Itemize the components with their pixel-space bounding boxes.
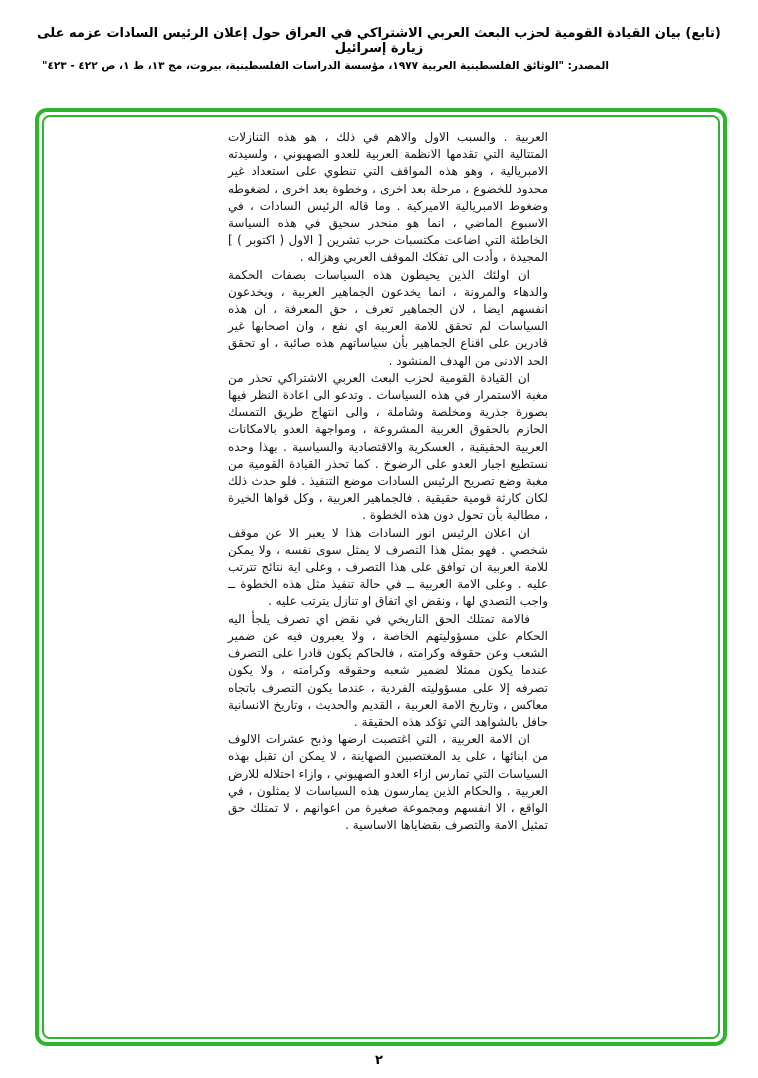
paragraph: ان اعلان الرئيس انور السادات هذا لا يعبر الا عن موقف شخصي . فهو بمثل هذا التصرف لا يمثل سوى نفسه ، ولا يمكن للامة العربية ان توافق على هذا التصرف ، وعلى اية نتائج تترتب عليه . وعلى الامة العربية ــ في حالة تنفيذ مثل هذه الخطوة ــ واجب التصدي لها ، ونقض اي اتفاق او تنازل يترتب عليه .: [228, 525, 548, 609]
page-number: ٢: [375, 1053, 383, 1068]
document-frame: [35, 108, 727, 1046]
paragraph: العربية . والسبب الاول والاهم في ذلك ، هو هذه التنازلات المتتالية التي تقدمها الانظمة العربية للعدو الصهيوني ، ولسيدته الامبريالية ، وهو هذه المواقف التي تنطوي على استعداد غير محدود للخضوع ، مرحلة بعد اخرى ، وخطوة بعد اخرى ، لضغوطه وضغوط الامبريالية الاميركية . وما قاله الرئيس السادات ، في الاسبوع الماضي ، انما هو منحدر سحيق في هذه السياسة الخاطئة التي اضاعت مكتسبات حرب تشرين [ الاول ( اكتوبر ) ] المجيدة ، وأدت الى تفكك الموقف العربي وهزاله .: [228, 130, 548, 265]
page-title: (تابع) بيان القيادة القومية لحزب البعث العربي الاشتراكي في العراق حول إعلان الرئيس السادات عزمه على زيارة إسرائيل: [37, 26, 721, 56]
paragraph: ان الامة العربية ، التي اغتصبت ارضها وذبح عشرات الالوف من ابنائها ، على يد المغتصبين الصهاينة ، لا يمكن ان تقبل بهذه السياسات التي تمارس ازاء العدو الصهيوني ، وازاء احتلاله للارض العربية . والحكام الذين يمارسون هذه السياسات لا يمثلون ، في الواقع ، الا انفسهم ومجموعة صغيرة من اعوانهم ، لا تمتلك حق تمثيل الامة والتصرف بقضاياها الاساسية .: [228, 732, 548, 833]
document-body: [228, 129, 548, 834]
paragraph: ان اولئك الذين يحيطون هذه السياسات بصفات الحكمة والدهاء والمرونة ، انما يخدعون الجماهير العربية ، ويخدعون انفسهم ايضا ، لان الجماهير تعرف ، حق المعرفة ، ان هذه السياسات لم تحقق للامة العربية اي نفع ، وان اصحابها غير قادرين على اقناع الجماهير بأن سياساتهم هذه صائبة ، او تحقق الحد الادنى من الهدف المنشود .: [228, 267, 548, 368]
paragraph: ان القيادة القومية لحزب البعث العربي الاشتراكي تحذر من مغبة الاستمرار في هذه السياسات . وتدعو الى اعادة النظر فيها بصورة جذرية ومخلصة وشاملة ، والى انتهاج طريق التمسك الحازم بالحقوق العربية المشروعة ، ومواجهة العدو بالامكانات العربية الحقيقية ، العسكرية والاقتصادية والسياسية . بهذا وحده نستطيع اجبار العدو على الرضوخ . كما تحذر القيادة القومية من مغبة وضع تصريح الرئيس السادات موضع التنفيذ . فلو حدث ذلك لكان كارثة قومية حقيقية . فالجماهير العربية ، وكل قواها الخيرة ، مطالبة بأن تحول دون هذه الخطوة .: [228, 370, 548, 523]
paragraph: فالامة تمتلك الحق التاريخي في نقض اي تصرف يلجأ اليه الحكام على مسؤوليتهم الخاصة ، ولا يعبرون فيه عن ضمير الشعب وعن حقوقه وكرامته ، فالحاكم يكون قادرا على التصرف عندما يكون ممثلا لضمير شعبه وحقوقه وكرامته ، ولا يكون تصرفه إلا على مسؤوليته الفردية ، عندما يكون التصرف باتجاه معاكس ، وتاريخ الامة العربية ، القديم والحديث ، وتاريخ الانسانية حافل بالشواهد التي تؤكد هذه الحقيقة .: [228, 611, 548, 729]
source-line: المصدر: "الوثائق الفلسطينية العربية ١٩٧٧، مؤسسة الدراسات الفلسطينية، بيروت، مج ١٣، ط ١، ص ٤٢٢ - ٤٢٣": [42, 60, 609, 72]
document-frame-inner: [42, 115, 720, 1039]
